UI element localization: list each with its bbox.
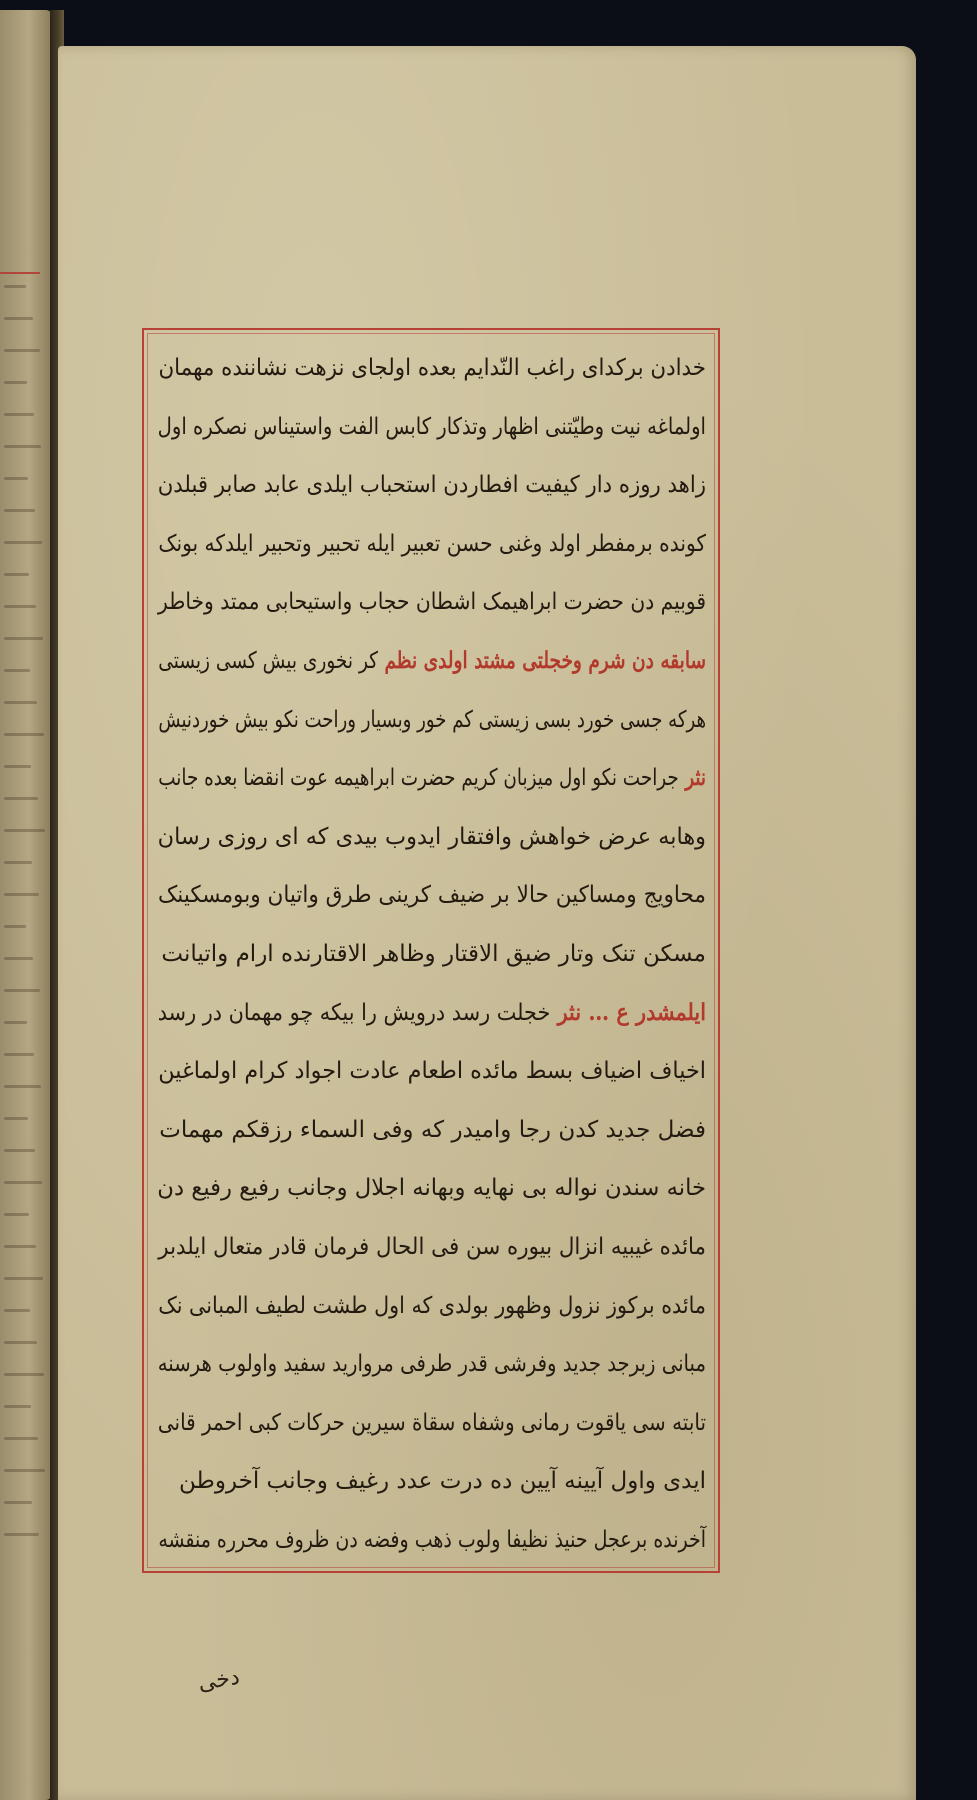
previous-page-text-trace xyxy=(4,701,37,704)
line-text: جراحت نکو اول میزبان کریم حضرت ابراهیمه عوت انقضا بعده جانب xyxy=(158,765,679,792)
manuscript-line xyxy=(157,807,707,867)
previous-page-text-trace xyxy=(4,413,34,416)
previous-page-text-trace xyxy=(4,509,35,512)
line-text: قوبیم دن حضرت ابراهیمک اشطان حجاب واستیحابی ممتد وخاطر xyxy=(158,589,706,616)
line-text: مبانی زبرجد جدید وفرشی قدر طرفی مروارید سفید واولوب هرسنه xyxy=(157,1351,706,1378)
manuscript-line xyxy=(158,1276,707,1336)
manuscript-line xyxy=(158,1217,707,1277)
previous-page-text-trace xyxy=(4,1085,41,1088)
manuscript-line xyxy=(157,983,706,1043)
previous-page-text-trace xyxy=(4,1021,27,1024)
manuscript-line xyxy=(157,1334,706,1394)
previous-page-text-trace xyxy=(4,1213,29,1216)
previous-page-text-trace xyxy=(4,1469,45,1472)
previous-page-text-trace xyxy=(4,605,36,608)
manuscript-line xyxy=(157,1158,707,1218)
previous-page-edge xyxy=(0,10,52,1800)
previous-page-text-trace xyxy=(4,1341,37,1344)
line-text: خانه سندن نواله بی نهایه وبهانه اجلال وجانب رفیع رفیع دن xyxy=(157,1175,707,1202)
manuscript-line xyxy=(158,514,707,574)
manuscript-line xyxy=(156,1451,706,1511)
line-text: ایدی واول آیینه آیین ده درت عدد رغیف وجانب آخروطن xyxy=(179,1468,706,1495)
previous-page-text-trace xyxy=(4,669,30,672)
rubric-heading: سابقه دن شرم وخجلتی مشتد اولدی نظم xyxy=(378,647,706,674)
line-text: فضل جدید کدن رجا وامیدر که وفی السماء رزقکم مهمات xyxy=(159,1116,706,1143)
line-text: کر نخوری بیش کسی زیستی xyxy=(158,648,379,674)
previous-page-text-trace xyxy=(4,1117,28,1120)
previous-page-text-trace xyxy=(4,317,33,320)
line-text: خدادن برکدای راغب النّدایم بعده اولجای نزهت نشاننده مهمان xyxy=(158,355,706,381)
line-text: مائده غیبیه انزال بیوره سن فی الحال فرمان قادر متعال ایلدبر xyxy=(158,1234,706,1260)
manuscript-line xyxy=(158,338,707,398)
previous-page-text-trace xyxy=(4,1501,32,1504)
previous-page-text-trace xyxy=(4,1181,42,1184)
manuscript-line xyxy=(157,455,707,515)
line-text: هرکه جسی خورد بسی زیستی کم خور وبسیار وراحت نکو بیش خوردنیش xyxy=(158,706,706,733)
previous-page-text-trace xyxy=(4,541,42,544)
manuscript-line xyxy=(158,572,706,632)
line-text: زاهد روزه دار کیفیت افطاردن استحباب ایلدی عابد صابر قبلدن xyxy=(157,472,707,499)
previous-page-text-trace xyxy=(4,349,40,352)
line-text: آخرنده برعجل حنیذ نظیفا ولوب ذهب وفضه دن ظروف محرره منقشه xyxy=(158,1527,706,1553)
line-text: مسکن تنک وتار ضیق الاقتار وظاهر الاقتارنده ارام واتیانت xyxy=(161,941,706,967)
manuscript-line xyxy=(157,397,706,457)
line-text: تابته سی یاقوت رمانی وشفاه سقاة سیرین حرکات کبی احمر قانی xyxy=(157,1409,706,1436)
text-block xyxy=(156,338,706,1563)
line-text: اخیاف اضیاف بسط مائده اطعام عادت اجواد کرام اولماغین xyxy=(158,1058,706,1085)
previous-page-text-trace xyxy=(4,477,28,480)
line-text: خجلت رسد درویش را بیکه چو مهمان در رسد xyxy=(157,999,551,1026)
previous-page-text-trace xyxy=(4,989,40,992)
manuscript-line xyxy=(158,690,706,750)
previous-page-text-trace xyxy=(4,573,29,576)
previous-page-text-trace xyxy=(4,957,33,960)
previous-page-text-trace xyxy=(4,1277,43,1280)
manuscript-line xyxy=(156,924,706,984)
previous-page-text-trace xyxy=(4,1373,44,1376)
rubric-heading: نثر xyxy=(678,764,706,792)
manuscript-line xyxy=(158,748,706,808)
manuscript-line xyxy=(158,631,706,691)
manuscript-line xyxy=(158,865,706,925)
line-text: اولماغه نیت وطیّتنی اظهار وتذکار کابس الفت واستیناس نصکره اول xyxy=(157,413,706,440)
manuscript-line xyxy=(158,1510,706,1570)
line-text: محاویج ومساکین حالا بر ضیف کرینی طرق واتیان وبومسکینک xyxy=(158,882,706,909)
previous-page-text-trace xyxy=(4,861,32,864)
manuscript-folio xyxy=(58,46,916,1800)
previous-page-text-trace xyxy=(4,1309,30,1312)
previous-page-text-trace xyxy=(4,1149,35,1152)
previous-page-text-trace xyxy=(4,765,31,768)
previous-page-text-trace xyxy=(4,285,26,288)
line-text: مائده برکوز نزول وظهور بولدی که اول طشت لطیف المبانی نک xyxy=(158,1292,707,1319)
catchword: دخی xyxy=(196,1664,242,1697)
previous-page-text-trace xyxy=(4,637,43,640)
previous-page-text-trace xyxy=(4,733,44,736)
previous-page-text-trace xyxy=(4,829,45,832)
previous-page-text-trace xyxy=(4,1437,38,1440)
previous-page-text-trace xyxy=(4,381,27,384)
manuscript-line xyxy=(157,1393,706,1453)
text-frame xyxy=(142,328,720,1573)
rubric-heading: ایلمشدر ع … نثر xyxy=(550,998,706,1026)
previous-page-text-trace xyxy=(4,1405,31,1408)
manuscript-line xyxy=(156,1100,706,1160)
manuscript-line xyxy=(158,1041,706,1101)
previous-page-text-trace xyxy=(4,1053,34,1056)
line-text: کونده برمفطر اولد وغنی حسن تعبیر ایله تحبیر وتحبیر ایلدکه بونک xyxy=(158,530,707,557)
previous-page-text-trace xyxy=(4,925,26,928)
previous-page-text-trace xyxy=(4,1533,39,1536)
previous-page-text-trace xyxy=(4,445,41,448)
line-text: وهابه عرض خواهش وافتقار ایدوب بیدی که ای روزی رسان xyxy=(157,823,707,850)
previous-page-rule xyxy=(0,272,40,274)
previous-page-text-trace xyxy=(4,893,39,896)
previous-page-text-trace xyxy=(4,797,38,800)
previous-page-text-trace xyxy=(4,1245,36,1248)
